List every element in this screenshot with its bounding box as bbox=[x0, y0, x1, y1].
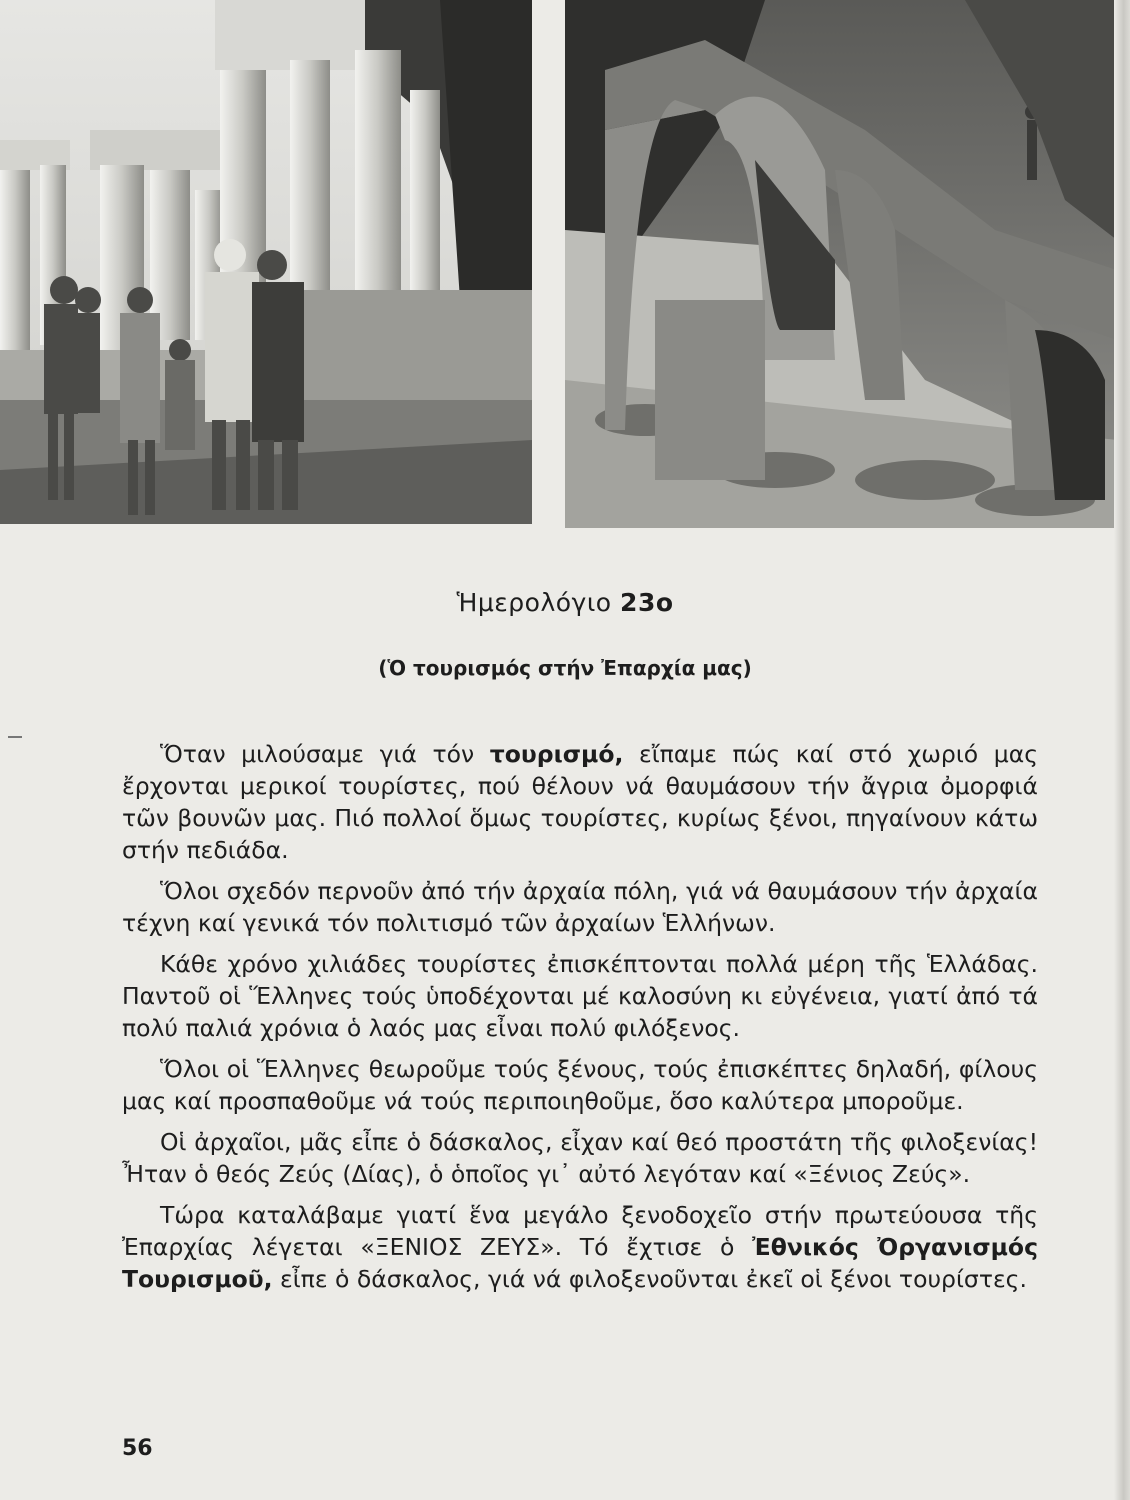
paragraph: Τώρα καταλάβαμε γιατί ἕνα μεγάλο ξενοδοχεῖο στήν πρωτεύουσα τῆς Ἐπαρχίας λέγεται «ΞΕΝΙΟΣ ΖΕΥΣ». Τό ἔχτισε ὁ Ἐθνικός Ὀργανισμός Τουρισμοῦ, εἶπε ὁ δάσκαλος, γιά νά φιλοξενοῦνται ἐκεῖ οἱ ξένοι τουρίστες. bbox=[122, 1201, 1039, 1293]
paragraph: Κάθε χρόνο χιλιάδες τουρίστες ἐπισκέπτονται πολλά μέρη τῆς Ἑλλάδας. Παντοῦ οἱ Ἕλληνες τούς ὑποδέχονται μέ καλοσύνη κι εὐγένεια, γιατί ἀπό τά πολύ παλιά χρόνια ὁ λαός μας εἶναι πολύ φιλόξενος. bbox=[122, 950, 1038, 1042]
paragraph: Ὅλοι σχεδόν περνοῦν ἀπό τήν ἀρχαία πόλη, γιά νά θαυμάσουν τήν ἀρχαία τέχνη καί γενικά τόν πολιτισμό τῶν ἀρχαίων Ἑλλήνων. bbox=[122, 877, 1038, 937]
margin-mark bbox=[8, 736, 22, 738]
body-text bbox=[122, 738, 1038, 1304]
temple-tourists-photo bbox=[0, 0, 532, 524]
paragraph: Οἱ ἀρχαῖοι, μᾶς εἶπε ὁ δάσκαλος, εἶχαν καί θεό προστάτη τῆς φιλοξενίας! Ἦταν ὁ θεός Ζεύς (Δίας), ὁ ὁποῖος γι᾽ αὐτό λεγόταν καί «Ξένιος Ζεύς». bbox=[122, 1128, 1038, 1188]
stone-bridge-photo bbox=[565, 0, 1117, 528]
page-number: 56 bbox=[122, 1436, 153, 1461]
page-title: Ἡμερολόγιο 23ο bbox=[456, 588, 674, 617]
paragraph: Ὅλοι οἱ Ἕλληνες θεωροῦμε τούς ξένους, τούς ἐπισκέπτες δηλαδή, φίλους μας καί προσπαθοῦμε νά τούς περιποιηθοῦμε, ὅσο καλύτερα μποροῦμε. bbox=[122, 1055, 1038, 1115]
page-gutter-shadow bbox=[1114, 0, 1130, 1500]
paragraph: Ὅταν μιλούσαμε γιά τόν τουρισμό, εἴπαμε πώς καί στό χωριό μας ἔρχονται μερικοί τουρίστες, πού θέλουν νά θαυμάσουν τήν ἄγρια ὀμορφιά τῶν βουνῶν μας. Πιό πολλοί ὅμως τουρίστες, κυρίως ξένοι, πηγαίνουν κάτω στήν πεδιάδα. bbox=[122, 740, 1038, 864]
page-subtitle: (Ὁ τουρισμός στήν Ἐπαρχία μας) bbox=[378, 656, 752, 680]
